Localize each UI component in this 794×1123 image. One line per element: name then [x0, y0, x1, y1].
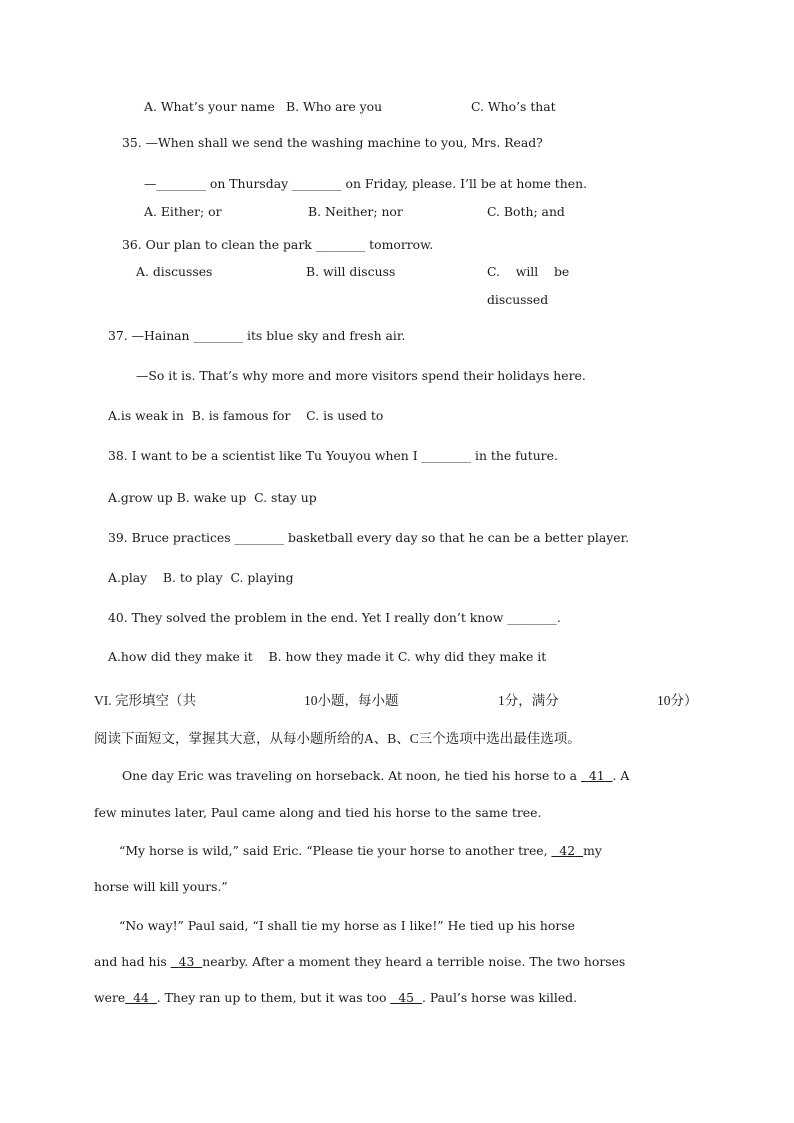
q36-stem: 36. Our plan to clean the park ________ tomorrow. [122, 237, 434, 252]
passage-text: . A [612, 768, 630, 783]
q34-option-b: B. Who are you [286, 99, 383, 114]
passage-text: were [94, 990, 126, 1005]
blank-number: 42 [559, 843, 576, 858]
q37-reply: —So it is. That’s why more and more visitors spend their holidays here. [136, 368, 586, 383]
blank-41 [581, 768, 613, 783]
blank-45 [390, 990, 422, 1005]
passage-text: and had his [94, 954, 171, 969]
q36-option-b: B. will discuss [306, 264, 396, 279]
section-title-part-4: 10分） [657, 693, 698, 708]
passage-text: “My horse is wild,” said Eric. “Please tie your horse to another tree, [119, 843, 552, 858]
passage-line-1 [122, 768, 629, 784]
q40-stem: 40. They solved the problem in the end. Yet I really don’t know ________. [108, 610, 561, 625]
q39-options: A.play B. to play C. playing [108, 570, 294, 585]
passage-line-2: few minutes later, Paul came along and tied his horse to the same tree. [94, 805, 542, 820]
q35-option-a: A. Either; or [144, 204, 222, 219]
q35-option-b: B. Neither; nor [308, 204, 403, 219]
passage-line-3 [119, 843, 602, 859]
q35-stem: 35. —When shall we send the washing machine to you, Mrs. Read? [122, 135, 543, 150]
q36-option-a: A. discusses [136, 264, 213, 279]
q35-option-c: C. Both; and [487, 204, 565, 219]
passage-line-7 [94, 990, 577, 1006]
q36-option-c: C. will be [487, 264, 570, 279]
q38-options: A.grow up B. wake up C. stay up [108, 490, 317, 505]
q36-option-c-continued: discussed [487, 292, 549, 307]
q40-options: A.how did they make it B. how they made it C. why did they make it [108, 649, 547, 664]
passage-text: my [583, 843, 602, 858]
section-title-part-3: 1分，满分 [498, 693, 559, 708]
blank-44 [125, 990, 157, 1005]
q35-reply: —________ on Thursday ________ on Friday, please. I’ll be at home then. [144, 176, 588, 191]
section-instruction: 阅读下面短文，掌握其大意，从每小题所给的A、B、C三个选项中选出最佳选项。 [94, 731, 581, 746]
blank-number: 43 [178, 954, 195, 969]
passage-line-5: “No way!” Paul said, “I shall tie my horse as I like!” He tied up his horse [119, 918, 575, 933]
section-title-part-2: 10小题，每小题 [304, 693, 399, 708]
blank-number: 44 [133, 990, 149, 1005]
passage-text: . They ran up to them, but it was too [156, 990, 391, 1005]
q37-stem: 37. —Hainan ________ its blue sky and fresh air. [108, 328, 406, 343]
passage-text: One day Eric was traveling on horseback. At noon, he tied his horse to a [122, 768, 581, 783]
passage-text: nearby. After a moment they heard a terrible noise. The two horses [202, 954, 626, 969]
q34-option-a: A. What’s your name [144, 99, 275, 114]
blank-43 [171, 954, 203, 969]
q39-stem: 39. Bruce practices ________ basketball every day so that he can be a better player. [108, 530, 630, 545]
blank-42 [552, 843, 584, 858]
blank-number: 45 [398, 990, 415, 1005]
section-title-part-1: VI. 完形填空（共 [94, 693, 196, 708]
passage-line-4: horse will kill yours.” [94, 879, 228, 894]
q34-option-c: C. Who’s that [471, 99, 556, 114]
passage-line-6 [94, 954, 625, 970]
blank-number: 41 [588, 768, 605, 783]
q38-stem: 38. I want to be a scientist like Tu Youyou when I ________ in the future. [108, 448, 558, 463]
passage-text: . Paul’s horse was killed. [421, 990, 578, 1005]
q37-options: A.is weak in B. is famous for C. is used to [108, 408, 384, 423]
